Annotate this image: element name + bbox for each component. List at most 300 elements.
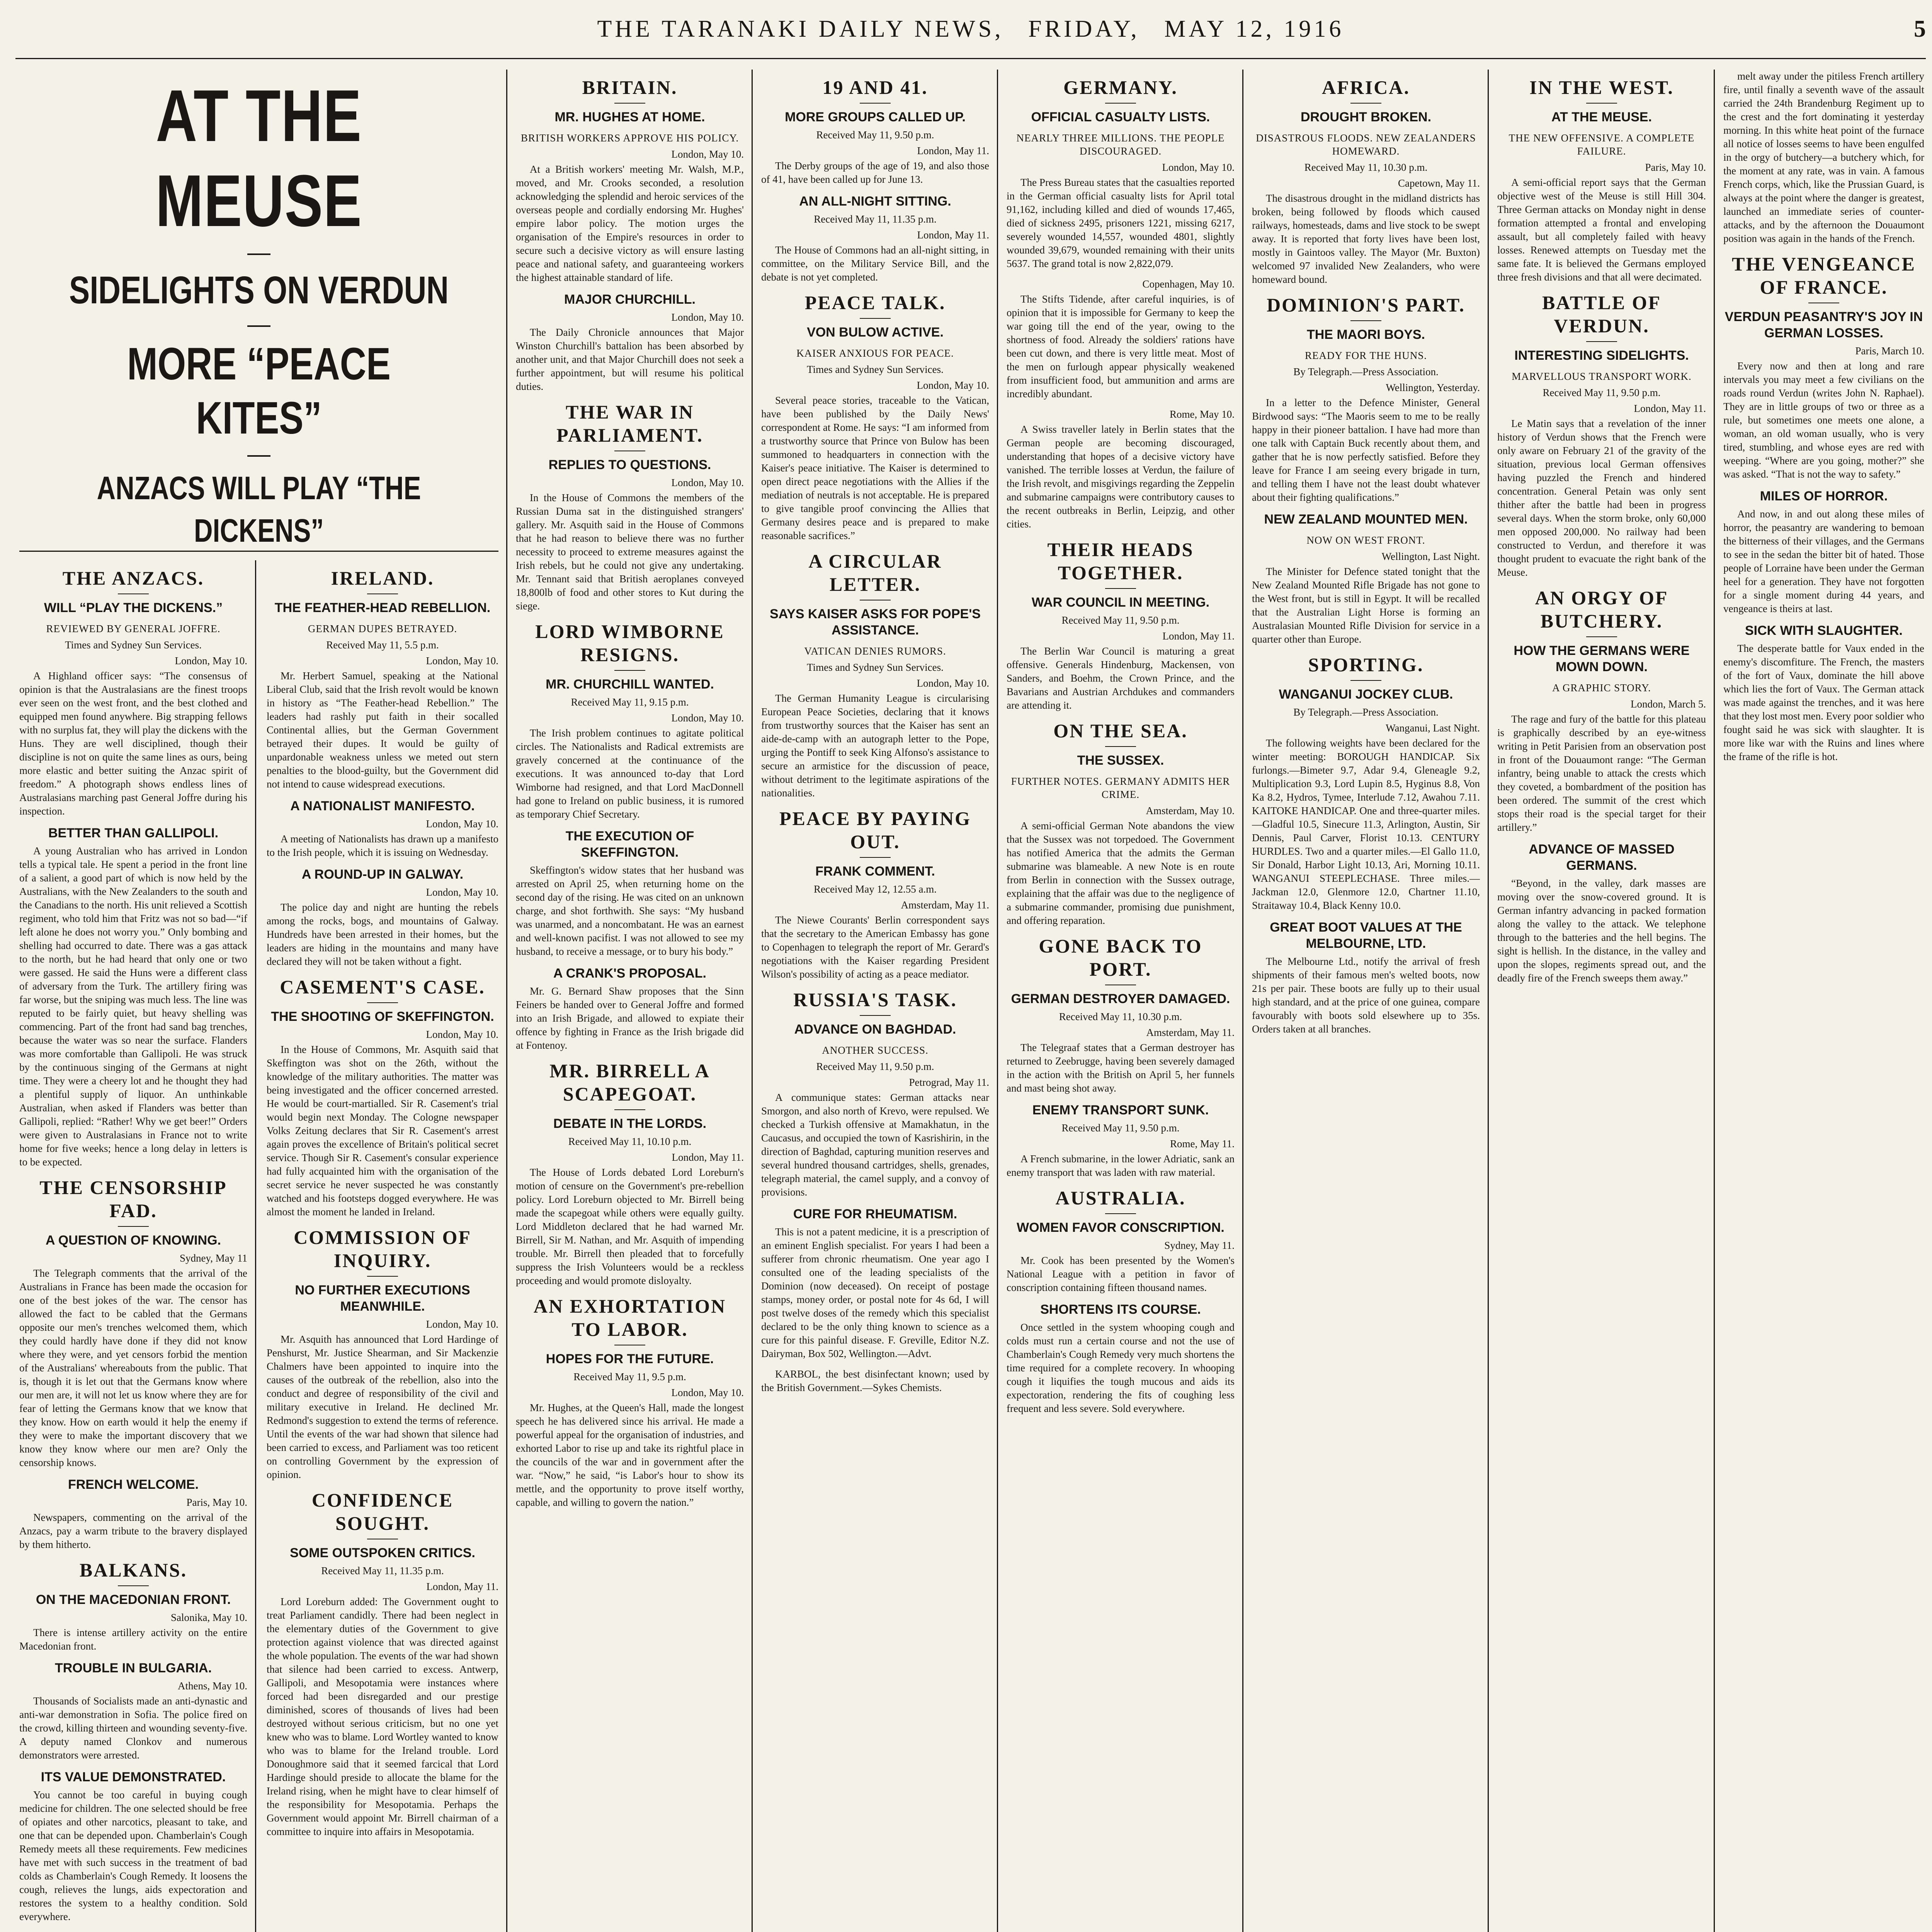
article-body: There is intense artillery activity on the entire Macedonian front. <box>19 1627 247 1652</box>
news-source: By Telegraph.—Press Association. <box>1293 706 1439 718</box>
article-headline: AN EXHORTATION TO LABOR. <box>533 1295 726 1340</box>
article <box>516 400 744 613</box>
divider <box>247 455 270 457</box>
dateline: Sydney, May 11. <box>1164 1240 1235 1251</box>
dateline: London, May 10. <box>671 148 744 160</box>
article-subhead: HOW THE GERMANS WERE MOWN DOWN. <box>1514 643 1690 674</box>
article-body: The rage and fury of the battle for this plateau is graphically described by an eye-witness writing in Petit Parisien from an observation post in front of the Douaumont range: “The German infantry, being unable to attack the crests which they coveted, a bombardment of the position has been ordered. The summit of the crest which stops their road is the special target for their artillery.” <box>1497 713 1706 833</box>
article <box>19 1176 247 1469</box>
article-subhead-2: ANOTHER SUCCESS. <box>822 1044 929 1056</box>
article <box>761 807 989 981</box>
article-subhead: THE FEATHER-HEAD REBELLION. <box>274 600 491 615</box>
column-rule <box>1242 70 1243 1932</box>
article-subhead: WANGANUI JOCKEY CLUB. <box>1279 687 1453 702</box>
article <box>761 291 989 543</box>
divider <box>1105 103 1136 104</box>
article-headline: DOMINION'S PART. <box>1267 294 1465 316</box>
article <box>267 866 498 968</box>
article-subhead: SAYS KAISER ASKS FOR POPE'S ASSISTANCE. <box>770 607 981 638</box>
column-7 <box>1497 70 1706 1932</box>
divider <box>1586 103 1617 104</box>
divider <box>1586 636 1617 637</box>
article-headline: IRELAND. <box>331 567 434 589</box>
article <box>1723 622 1924 764</box>
column-rule <box>506 70 507 1932</box>
divider <box>1586 341 1617 342</box>
article-subhead: HOPES FOR THE FUTURE. <box>546 1352 714 1366</box>
divider <box>1350 320 1381 321</box>
article-subhead: MAJOR CHURCHILL. <box>564 292 696 307</box>
article-subhead: AT THE MEUSE. <box>1551 110 1652 124</box>
article-body: The German Humanity League is circularising European Peace Societies, declaring that it knows from trustworthy sources that the Kaiser has sent an aide-de-camp with an autograph letter to the Pope, urging the Pontiff to seek King Alfonso's assistance to secure an armistice for the discussion of peace, without detriment to the legitimate aspirations of the nationalities. <box>761 692 989 799</box>
news-source: Received May 11, 10.30 p.m. <box>1059 1011 1182 1022</box>
dateline: Amsterdam, May 11. <box>1146 1027 1235 1038</box>
dateline: London, May 10. <box>426 886 498 898</box>
dateline: Rome, May 10. <box>1170 408 1235 420</box>
article-body: Le Matin says that a revelation of the inner history of Verdun shows that the French were only aware on February 21 of the gravity of the situation, previous local German offensives having puzzled the French and hindered concentration. General Petain was only sent thither after the battle had been in progress several days. When the storm broke, only 60,000 men opposed 200,000. No railway had been constructed to Verdun, and therefore it was thought prudent to evacuate the right bank of the Meuse. <box>1497 418 1706 578</box>
article-body: A young Australian who has arrived in London tells a typical tale. He spent a period in the front line of a salient, a good part of which is now held by the Australians, with the New Zealanders to the south and the Canadians to the north. His unit relieved a Scottish regiment, who told him that Fritz was not so bad—“if left alone he does not worry you.” Only bombing and shelling had occurred to date. There was a gas attack to the north, but he had heard that only one or two were gassed. He said the Huns were a different class of adversary from the Turk. The artillery firing was far worse, but the sniping was much less. The line was reputed to be fairly quiet, but heavy shelling was commencing. Part of the front had sand bag trenches, because the water was so near the surface. Flanders was more comfortable than Gallipoli. He was struck by the continuous singing of the Germans at night time. They were a cheery lot and he thought they had a plentiful supply of liquor. An unthinkable Australian, when asked if Flanders was better than Gallipoli, replied: “Rather! Why we get beer!” Orders were given to Australasians in France not to write home for five weeks; hence a long delay in letters is to be expected. <box>19 845 247 1168</box>
dateline: Athens, May 10. <box>178 1680 247 1692</box>
column-rule <box>997 70 998 1932</box>
article-body: The Telegraph comments that the arrival of the Australians in France has been made the occasion for one of the best jokes of the war. The censor has allowed the fact to be cabled that the Germans opposite our men's trenches welcomed them, which they could hardly have done if they did not know where they were, and yet censors forbid the mention of the Australians' whereabouts from the public. That is, though it is let out that the Germans know where our men are, it will not let us know where they are for fear of letting the Germans know that we know that they know. How on earth would it help the enemy if they were to make the important discovery that we know they know where our men are? Only the censorship knows. <box>19 1267 247 1468</box>
article-body: A Swiss traveller lately in Berlin states that the German people are becoming discouraged, understanding that hopes of a decisive victory have vanished. The terrible losses at Verdun, the failure of the Irish revolt, and misgivings regarding the Zeppelin and submarine campaigns were contributory causes to the recent outbreaks in Berlin, Leipzig, and other cities. <box>1007 423 1235 530</box>
article <box>761 988 989 1199</box>
article-headline: BRITAIN. <box>582 77 678 98</box>
article <box>19 1660 247 1762</box>
article-headline: SPORTING. <box>1308 654 1424 675</box>
article-subhead: A QUESTION OF KNOWING. <box>46 1233 221 1248</box>
article <box>1007 934 1235 1095</box>
dateline: London, May 10. <box>917 677 989 689</box>
article-subhead: GERMAN DESTROYER DAMAGED. <box>1011 992 1230 1006</box>
article <box>1723 70 1924 245</box>
article <box>1007 538 1235 712</box>
article <box>267 1226 498 1481</box>
article-subhead: NEW ZEALAND MOUNTED MEN. <box>1264 512 1468 527</box>
column-rule <box>1714 70 1715 1932</box>
divider <box>118 1226 149 1227</box>
article-body: This is not a patent medicine, it is a prescription of an eminent English specialist. For years I had been a sufferer from chronic rheumatism. One year ago I consulted one of the leading specialists of the Dominion (now deceased). On receipt of postage stamps, money order, or postal note for 4s 6d, I will post twelve doses of the remedy which this specialist declared to be the only thing known to science as a cure for this painful disease. F. Greville, Editor N.Z. Dairyman, Box 502, Wellington.—Advt. <box>761 1226 989 1359</box>
article <box>19 566 247 818</box>
dateline: Paris, May 10. <box>1645 162 1706 173</box>
article <box>1497 586 1706 834</box>
news-source: Received May 11, 9.15 p.m. <box>571 696 689 708</box>
dateline: Amsterdam, May 10. <box>1146 805 1235 816</box>
article-body: The Derby groups of the age of 19, and also those of 41, have been called up for June 13. <box>761 160 989 185</box>
dateline: London, May 10. <box>426 1029 498 1040</box>
article-subhead-2: MARVELLOUS TRANSPORT WORK. <box>1512 371 1692 382</box>
article-body: At a British workers' meeting Mr. Walsh, M.P., moved, and Mr. Crooks seconded, a resolution acknowledging the splendid and heroic services of the overseas people and cordially endorsing Mr. Hughes' empire labor policy. The motion urges the organisation of the Empire's resources in order to secure such a decisive victory as will ensure lasting peace and national safety, and guaranteeing workers the highest attainable standard of life. <box>516 163 744 283</box>
article-subhead: ITS VALUE DEMONSTRATED. <box>41 1770 226 1784</box>
article-subhead: VON BULOW ACTIVE. <box>807 325 944 340</box>
article <box>267 975 498 1219</box>
news-source: Times and Sydney Sun Services. <box>65 639 202 651</box>
news-source: Received May 12, 12.55 a.m. <box>814 883 937 895</box>
article-subhead: SHORTENS ITS COURSE. <box>1040 1302 1201 1317</box>
article-body: In the House of Commons the members of the Russian Duma sat in the distinguished strangers' gallery. Mr. Asquith said in the House of Commons that he had reason to believe there was no further necessity to proceed to extreme measures against the Irish rebels, but he could not give any undertaking. Mr. Tennant said that British aeroplanes conveyed 18,800lb of food and other stores to Kut during the siege. <box>516 492 744 612</box>
article-body: A semi-official German Note abandons the view that the Sussex was not torpedoed. The Government has notified America that the admits the German submarine was blameable. A new Note is en route from Berlin in connection with the Sussex outrage, explaining that the affair was due to the negligence of a submarine commander, promising due punishment, and offering reparation. <box>1007 820 1235 926</box>
article-body: The Melbourne Ltd., notify the arrival of fresh shipments of their famous men's welted boots, now 21s per pair. These boots are fully up to their usual high standard, and at the price of one guinea, compare favourably with boots sold elsewhere up to 35s. Orders taken at all branches. <box>1252 956 1480 1035</box>
article-body: The disastrous drought in the midland districts has broken, being followed by floods which caused railways, homesteads, dams and live stock to be swept away. It is reported that forty lives have been lost, mostly in Gaintoos valley. The Mayor (Mr. Buxton) welcomed 97 invalided New Zealanders, who were homeward bound. <box>1252 192 1480 285</box>
article-subhead: NO FURTHER EXECUTIONS MEANWHILE. <box>295 1283 470 1314</box>
article-subhead: DEBATE IN THE LORDS. <box>553 1116 707 1131</box>
article <box>761 1206 989 1361</box>
divider <box>860 318 891 319</box>
article-subhead: MILES OF HORROR. <box>1760 489 1888 503</box>
divider <box>247 253 270 255</box>
article-headline: PEACE TALK. <box>804 292 946 313</box>
article <box>1252 653 1480 912</box>
news-source: Received May 11, 9.50 p.m. <box>1061 614 1180 626</box>
article-headline: IN THE WEST. <box>1529 77 1674 98</box>
divider <box>247 325 270 327</box>
column-2 <box>267 560 498 1932</box>
article <box>516 291 744 393</box>
banner-headline-2: SIDELIGHTS ON VERDUN <box>69 269 449 312</box>
article <box>267 798 498 859</box>
article-body: melt away under the pitiless French artillery fire, until finally a seventh wave of the assault carried the 24th Brandenburg Regiment up to the crest and the fort dominating it yesterday morning. In this white heat point of the furnace all notice of losses seems to have been engulfed in the orgy of butchery—a butchery which, for the moment at any rate, was in vain. A famous French corps, which, like the Prussian Guard, is always at the point where the danger is greatest, launched an immediate series of counter-attacks, and by the afternoon the Douaumont position was again in the hands of the French. <box>1723 70 1924 244</box>
article-subhead-2: READY FOR THE HUNS. <box>1304 350 1427 361</box>
article <box>1252 293 1480 504</box>
dateline: London, May 10. <box>426 1318 498 1330</box>
article-subhead-2: A GRAPHIC STORY. <box>1552 682 1651 694</box>
dateline: London, May 11. <box>426 1581 498 1592</box>
article <box>19 1769 247 1923</box>
dateline: London, May 10. <box>671 477 744 488</box>
article-subhead: MR. HUGHES AT HOME. <box>554 110 705 124</box>
dateline: Paris, May 10. <box>186 1497 247 1508</box>
dateline: Capetown, May 11. <box>1398 177 1480 189</box>
column-rule <box>255 560 256 1932</box>
article-subhead-2: GERMAN DUPES BETRAYED. <box>308 623 457 634</box>
article-headline: 19 AND 41. <box>822 77 928 98</box>
article <box>516 1059 744 1287</box>
dateline: Petrograd, May 11. <box>909 1077 989 1088</box>
article-body: You cannot be too careful in buying cough medicine for children. The one selected should be free of opiates and other narcotics, pleasant to take, and one that can be depended upon. Chamberlain's Cough Remedy meets all these requirements. Few medicines have met with such success in the treatment of bad colds as Chamberlain's Cough Remedy. It loosens the cough, relieves the lungs, aids expectoration and restores the system to a healthy condition. Sold everywhere. <box>19 1789 247 1922</box>
article-headline: THEIR HEADS TOGETHER. <box>1047 539 1194 583</box>
article-subhead-2: VATICAN DENIES RUMORS. <box>804 645 946 657</box>
article-body: A meeting of Nationalists has drawn up a manifesto to the Irish people, which it is issuing on Wednesday. <box>267 833 498 858</box>
issue-day: FRIDAY, <box>1028 16 1140 42</box>
article-subhead: ON THE MACEDONIAN FRONT. <box>36 1592 231 1607</box>
dateline: London, May 10. <box>426 818 498 830</box>
article <box>1497 76 1706 284</box>
divider <box>614 103 645 104</box>
dateline: London, May 10. <box>175 655 247 667</box>
article <box>1007 1186 1235 1294</box>
article <box>1007 408 1235 531</box>
article-subhead-2: DISASTROUS FLOODS. NEW ZEALANDERS HOMEWARD. <box>1256 132 1476 157</box>
article-subhead: ADVANCE OF MASSED GERMANS. <box>1529 842 1675 873</box>
divider <box>118 1585 149 1586</box>
article-subhead: FRENCH WELCOME. <box>68 1477 199 1492</box>
article-subhead: WOMEN FAVOR CONSCRIPTION. <box>1017 1220 1225 1235</box>
article <box>1497 841 1706 985</box>
article-body: Once settled in the system whooping cough and colds must run a certain course and not the use of Chamberlain's Cough Remedy very much shortens the time required for a complete recovery. In whooping cough it liquifies the tough mucous and aids its expectoration, rendering the fits of coughing less frequent and less severe. Sold everywhere. <box>1007 1321 1235 1414</box>
article-subhead: A CRANK'S PROPOSAL. <box>553 966 706 981</box>
article <box>761 1367 989 1395</box>
article-subhead: GREAT BOOT VALUES AT THE MELBOURNE, LTD. <box>1270 920 1462 951</box>
news-source: Times and Sydney Sun Services. <box>807 364 944 375</box>
dateline: London, May 10. <box>671 712 744 724</box>
news-source: Received May 11, 9.5 p.m. <box>573 1371 686 1383</box>
article <box>1007 1301 1235 1415</box>
article-body: The Berlin War Council is maturing a great offensive. Generals Hindenburg, Mackensen, von Sanders, and Boehm, the Crown Prince, and the Bavarians and Austrian Archdukes and commanders are attending it. <box>1007 645 1235 711</box>
page-number: 5 <box>1914 16 1926 42</box>
article-body: The House of Lords debated Lord Loreburn's motion of censure on the Government's pre-rebellion policy. Lord Loreburn objected to Mr. Birrell being made the scapegoat while others were equally guilty. Lord Middleton declared that he had warned Mr. Birrell, Sir M. Nathan, and Mr. Asquith of impending trouble. Mr. Birrell then pleaded that to forcefully suppress the Irish Volunteers would be a reckless proceeding and would promote disloyalty. <box>516 1167 744 1286</box>
article-body: Skeffington's widow states that her husband was arrested on April 25, when returning home on the second day of the rising. He was cited on an unknown charge, and shot forthwith. She says: “My husband was unarmed, and a noncombatant. He was an earnest and well-known pacifist. I was not allowed to see my husband, to receive a message, or to bury his body.” <box>516 864 744 957</box>
article <box>19 1558 247 1653</box>
article-headline: MR. BIRRELL A SCAPEGOAT. <box>549 1060 710 1105</box>
article-subhead: VERDUN PEASANTRY'S JOY IN GERMAN LOSSES. <box>1725 310 1923 340</box>
article-subhead: THE SUSSEX. <box>1077 753 1164 768</box>
article-body: Mr. Asquith has announced that Lord Hardinge of Penshurst, Mr. Justice Shearman, and Sir Mackenzie Chalmers have been appointed to inquire into the causes of the outbreak of the rebellion, also into the conduct and degree of responsibility of the civil and military executive in Ireland. He declined Mr. Redmond's suggestion to extend the terms of reference. Until the events of the war had shown that silence had been carried to excess, and Parliament was too reticent on controlling Government by the expression of opinion. <box>267 1333 498 1480</box>
dateline: Sydney, May 11 <box>180 1252 247 1264</box>
article <box>516 828 744 958</box>
news-source: Received May 11, 9.50 p.m. <box>1061 1122 1180 1134</box>
article-body: The Irish problem continues to agitate political circles. The Nationalists and Radical extremists are gravely concerned at the continuance of the executions. It was announced to-day that Lord Wimborne had resigned, and that Lord MacDonnell had gone to Ireland on public business, it is rumored as temporary Chief Secretary. <box>516 727 744 820</box>
dateline: London, May 10. <box>426 655 498 667</box>
dateline: London, May 10. <box>1162 162 1235 173</box>
article-subhead: SOME OUTSPOKEN CRITICS. <box>290 1546 475 1560</box>
dateline: Rome, May 11. <box>1170 1138 1235 1150</box>
masthead <box>0 15 1932 50</box>
article-subhead: BETTER THAN GALLIPOLI. <box>48 826 219 840</box>
divider <box>614 1109 645 1110</box>
banner <box>19 73 498 545</box>
article-headline: A CIRCULAR LETTER. <box>808 550 942 595</box>
dateline: London, May 10. <box>671 311 744 323</box>
dateline: London, May 11. <box>917 145 989 156</box>
article-body: A French submarine, in the lower Adriatic, sank an enemy transport that was laden with raw material. <box>1007 1153 1235 1178</box>
divider <box>1105 588 1136 589</box>
banner-headline-1: AT THE MEUSE <box>155 75 362 242</box>
dateline: Wellington, Yesterday. <box>1386 382 1480 393</box>
news-source: Received May 11, 11.35 p.m. <box>321 1565 444 1577</box>
news-source: Received May 11, 9.50 p.m. <box>816 1061 934 1072</box>
article-body: In the House of Commons, Mr. Asquith said that Skeffington was shot on the 26th, without the knowledge of the military authorities. The matter was being investigated and the officer concerned arrested. He would be court-martialled. Sir R. Casement's trial would begin next Monday. The Cologne newspaper Volks Zeitung declares that Sir R. Casement's arrest again proves the excellence of Britain's political secret service. Though Sir R. Casement's consular experience had fully acquainted him with the organisation of the secret service he never suspected he was constantly watched and his footsteps dogged everywhere. He was almost the moment he landed in Ireland. <box>267 1044 498 1218</box>
article-headline: CASEMENT'S CASE. <box>280 976 485 998</box>
article-subhead: THE SHOOTING OF SKEFFINGTON. <box>271 1009 494 1024</box>
article <box>19 825 247 1169</box>
article <box>516 965 744 1052</box>
divider <box>860 103 891 104</box>
article <box>267 1488 498 1838</box>
article-body: The Press Bureau states that the casualties reported in the German official casualty lists for April total 91,162, including killed and died of wounds 17,465, died of sickness 2495, prisoners 1221, missing 6217, severely wounded 14,557, wounded 4801, slightly wounded 39,679, wounded remaining with their units 5637. The grand total is now 2,822,079. <box>1007 177 1235 269</box>
dateline: Paris, March 10. <box>1855 345 1924 357</box>
article <box>1252 76 1480 286</box>
article-subhead-2: NEARLY THREE MILLIONS. THE PEOPLE DISCOURAGED. <box>1016 132 1225 157</box>
article-subhead: THE EXECUTION OF SKEFFINGTON. <box>565 829 694 860</box>
article-headline: LORD WIMBORNE RESIGNS. <box>535 621 724 665</box>
article-headline: BALKANS. <box>79 1559 187 1581</box>
news-source: Received May 11, 9.50 p.m. <box>816 129 934 141</box>
news-source: Received May 11, 9.50 p.m. <box>1543 387 1661 398</box>
article-subhead: REPLIES TO QUESTIONS. <box>548 457 711 472</box>
article-headline: THE WAR IN PARLIAMENT. <box>556 401 703 446</box>
article-body: Newspapers, commenting on the arrival of the Anzacs, pay a warm tribute to the bravery displayed by them hitherto. <box>19 1512 247 1550</box>
article-subhead: DROUGHT BROKEN. <box>1300 110 1432 124</box>
divider <box>860 857 891 858</box>
issue-date: MAY 12, 1916 <box>1164 16 1344 42</box>
article-subhead: CURE FOR RHEUMATISM. <box>793 1207 957 1221</box>
article-body: The Minister for Defence stated tonight that the New Zealand Mounted Rifle Brigade has not gone to the West front, but is still in Egypt. It will be recalled that the Australian Light Horse is forming an Australasian Mounted Rifle Division for service in a quarter other than Europe. <box>1252 566 1480 645</box>
divider <box>1105 746 1136 747</box>
dateline: Amsterdam, May 11. <box>901 899 989 911</box>
article-headline: GONE BACK TO PORT. <box>1039 935 1202 980</box>
article-subhead-2: BRITISH WORKERS APPROVE HIS POLICY. <box>520 132 739 144</box>
article <box>1497 291 1706 579</box>
article-headline: THE CENSORSHIP FAD. <box>39 1177 227 1221</box>
news-source: Times and Sydney Sun Services. <box>807 662 944 673</box>
article-headline: AUSTRALIA. <box>1055 1187 1186 1209</box>
article-headline: AFRICA. <box>1322 77 1410 98</box>
article-body: The Niewe Courants' Berlin correspondent says that the secretary to the American Embassy has gone to Copenhagen to telegraph the report of Mr. Gerard's negotiations with the Kaiser regarding President Wilson's possibility of acting as a peace mediator. <box>761 914 989 980</box>
dateline: London, May 11. <box>917 229 989 241</box>
dateline: Salonika, May 10. <box>171 1612 247 1623</box>
news-source: Received May 11, 10.10 p.m. <box>568 1136 692 1147</box>
column-rule <box>752 70 753 1932</box>
banner-headline-3: MORE “PEACE KITES” <box>127 338 391 444</box>
article-subhead: A NATIONALIST MANIFESTO. <box>290 799 475 813</box>
article <box>1252 511 1480 646</box>
article <box>19 1476 247 1551</box>
article <box>761 193 989 284</box>
article <box>1007 76 1235 270</box>
article <box>761 76 989 186</box>
dateline: London, May 11. <box>672 1151 744 1163</box>
article <box>516 620 744 821</box>
article-body: Mr. Cook has been presented by the Women's National League with a petition in favor of conscription containing fifteen thousand names. <box>1007 1255 1235 1293</box>
article-subhead-2: NOW ON WEST FRONT. <box>1306 534 1425 546</box>
column-3 <box>516 70 744 1932</box>
dateline: London, May 11. <box>1634 403 1706 414</box>
article <box>1007 1102 1235 1179</box>
column-6 <box>1252 70 1480 1932</box>
article-subhead-2: REVIEWED BY GENERAL JOFFRE. <box>46 623 221 634</box>
dateline: London, May 10. <box>671 1387 744 1398</box>
column-8 <box>1723 70 1924 1932</box>
article-headline: ON THE SEA. <box>1053 720 1188 742</box>
article <box>516 76 744 284</box>
column-1 <box>19 560 247 1932</box>
article-body: Mr. Herbert Samuel, speaking at the National Liberal Club, said that the Irish revolt would be known in history as “The Feather-head Rebellion.” The leaders had rashly put faith in their socalled Continental allies, but the German Government betrayed their dupes. It would be guilty of unpardonable weakness unless we meted out stern penalties to the blood-guilty, but the Government did not intend to cause widespread executions. <box>267 670 498 790</box>
article <box>1252 919 1480 1036</box>
article-body: Lord Loreburn added: The Government ought to treat Parliament candidly. There had been neglect in the elementary duties of the Government to give protection against violence that was directed against the whole population. The events of the war had shown that silence had been carried to excess. Antwerp, Gallipoli, and Mesopotamia were instances where forced had been disregarded and our prestige diminished, scores of thousands of lives had been destroyed without serious criticism, but no one yet knew who was to blame. Lord Wortley wanted to know who was to blame for the Ireland trouble. Lord Donoughmore said that it seemed farcical that Lord Hardinge should preside to allocate the blame for the Ireland rising, when he might have to clear himself of the responsibility for Mesopotamia. Perhaps the Government would appoint Mr. Birrell chairman of a committee to inquire into affairs in Mesopotamia. <box>267 1596 498 1837</box>
article-headline: BATTLE OF VERDUN. <box>1542 292 1662 337</box>
article-body: A communique states: German attacks near Smorgon, and also north of Krevo, were repulsed. We checked a Turkish offensive at Mamakhatun, in the Caucasus, and occupied the town of Kasrishirin, in the direction of Baghdad, capturing munition reserves and several hundred thousand cartridges, shells, grenades, telegraph material, the camel supply, and a convoy of provisions. <box>761 1092 989 1198</box>
column-rule <box>1488 70 1489 1932</box>
article-body: The Telegraaf states that a German destroyer has returned to Zeebrugge, having been severely damaged in the action with the British on April 5, her funnels and mast being shot away. <box>1007 1042 1235 1094</box>
divider <box>614 670 645 671</box>
article-subhead: FRANK COMMENT. <box>815 864 935 879</box>
article-subhead: SICK WITH SLAUGHTER. <box>1745 623 1903 638</box>
divider <box>1105 1213 1136 1214</box>
article-subhead: ADVANCE ON BAGHDAD. <box>794 1022 956 1037</box>
divider <box>367 1276 398 1277</box>
article-body: The Stifts Tidende, after careful inquiries, is of opinion that it is impossible for Germany to keep the war going till the end of the year, owing to the shortness of food. Already the soldiers' rations have been cut down, and there is very little meat. Most of the men on furlough appear physically weakened from insufficient food, but ammunition and arms are incredibly abundant. <box>1007 293 1235 400</box>
article-body: Every now and then at long and rare intervals you may meet a few civilians on the roads round Verdun (writes John N. Raphael). They are in little groups of two or three as a rule, but sometimes one meets one alone, a woman, an old woman usually, who is very tired, stumbling, and whose eyes are red with weeping. “Where are you going, mother?” she was asked. “That is not the way to safety.” <box>1723 360 1924 480</box>
article-headline: CONFIDENCE SOUGHT. <box>311 1489 454 1534</box>
article <box>761 549 989 800</box>
article-subhead: OFFICIAL CASUALTY LISTS. <box>1031 110 1210 124</box>
article-headline: RUSSIA'S TASK. <box>793 989 957 1010</box>
article-body: A semi-official report says that the German objective west of the Meuse is still Hill 304. Three German attacks on Monday night in dense formation attempted a frontal and enveloping assault, but all completely failed with heavy losses. Renewed attempts on Tuesday met the same fate. It is believed the Germans employed three fresh divisions and that all were decimated. <box>1497 177 1706 283</box>
article-subhead: TROUBLE IN BULGARIA. <box>54 1661 212 1675</box>
article-subhead-2: THE NEW OFFENSIVE. A COMPLETE FAILURE. <box>1509 132 1695 157</box>
article-body: The police day and night are hunting the rebels among the rocks, bogs, and mountains of Galway. Hundreds have been arrested in their homes, but the leaders are hiding in the mountains and many have declared they will not be taken without a fight. <box>267 901 498 967</box>
article-body: And now, in and out along these miles of horror, the peasantry are wandering to bemoan the bitterness of their villages, and the Germans to see in the sedan the bitter bit of hated. Those people of Lorraine have been under the German heel for a generation. They have not forgotten for a single moment during 44 years, and vengeance is theirs at last. <box>1723 508 1924 614</box>
article <box>267 566 498 791</box>
news-source: Received May 11, 5.5 p.m. <box>326 639 439 651</box>
article-subhead: ENEMY TRANSPORT SUNK. <box>1032 1103 1209 1117</box>
news-source: Received May 11, 10.30 p.m. <box>1304 162 1428 173</box>
article-subhead-2: FURTHER NOTES. GERMANY ADMITS HER CRIME. <box>1011 776 1230 800</box>
dateline: Wanganui, Last Night. <box>1386 722 1480 734</box>
article-body: “Beyond, in the valley, dark masses are moving over the snow-covered ground. It is German infantry advancing in packed formation along the valley to the attack. We telephone through to the batteries and the hell begins. The sight is hellish. In the distance, in the valley and upon the slopes, regiments spread out, and the deadly fire of the French sweeps them away.” <box>1497 878 1706 984</box>
divider <box>860 1015 891 1016</box>
article <box>1723 252 1924 481</box>
article <box>1007 719 1235 927</box>
article-headline: AN ORGY OF BUTCHERY. <box>1535 587 1668 632</box>
article-body: Mr. Hughes, at the Queen's Hall, made the longest speech he has delivered since his arrival. He made a powerful appeal for the organisation of industries, and exhorted Labor to rise up and take its rightful place in the councils of the war and in government after the war. “Now,” he said, “is Labor's hour to show its mettle, and the opportunity to prove itself worthy, capable, and willing to govern the nation.” <box>516 1402 744 1508</box>
article-subhead: MR. CHURCHILL WANTED. <box>546 677 714 692</box>
divider <box>1350 103 1381 104</box>
article-subhead-2: KAISER ANXIOUS FOR PEACE. <box>796 347 954 359</box>
article-subhead: AN ALL-NIGHT SITTING. <box>799 194 951 209</box>
article-body: The Daily Chronicle announces that Major Winston Churchill's battalion has been absorbed by another unit, and that Major Churchill does not seek a further appointment, but will resume his political duties. <box>516 327 744 392</box>
news-source: By Telegraph.—Press Association. <box>1293 366 1439 378</box>
article-body: Mr. G. Bernard Shaw proposes that the Sinn Feiners be handed over to General Joffre and formed into an Irish Brigade, and allowed to expiate their offence by fighting in France as the Irish brigade did at Fontenoy. <box>516 985 744 1051</box>
article-body: The following weights have been declared for the winter meeting: BOROUGH HANDICAP. Six furlongs.—Bimeter 9.7, Adar 9.4, Gleneagle 9.2, Multiplication 9.3, Lord Lupin 8.5, Hyginus 8.8, Von Ka 8.2, Hydros, Tymee, Interlude 7.12, Awahou 7.11. KAITOKE HANDICAP. One and three-quarter miles.—Gladful 10.5, Sinecure 11.3, Arlington, Austin, Sir Dennis, Paul Carver, Florist 10.13. CENTURY HURDLES. Two and a quarter miles.—El Gallo 11.0, Sir Donald, Harbor Light 10.13, Ari, Morning 10.11. WANGANUI STEEPLECHASE. Three miles.—Jackman 12.0, Glenmore 12.0, Chartner 11.10, Straitaway 10.4, Black Kenny 10.0. <box>1252 737 1480 911</box>
article-headline: COMMISSION OF INQUIRY. <box>294 1226 471 1271</box>
article-subhead: MORE GROUPS CALLED UP. <box>785 110 966 124</box>
masthead-rule <box>15 58 1926 59</box>
dateline: London, May 11. <box>1162 630 1235 642</box>
dateline: London, May 10. <box>917 379 989 391</box>
article-body: KARBOL, the best disinfectant known; used by the British Government.—Sykes Chemists. <box>761 1368 989 1393</box>
article-body: Thousands of Socialists made an anti-dynastic and anti-war demonstration in Sofia. The police fired on the crowd, killing thirteen and wounding seventy-five. A deputy named Clonkov and numerous demonstrators were arrested. <box>19 1695 247 1761</box>
banner-headline-4: ANZACS WILL PLAY “THE DICKENS” <box>97 470 421 545</box>
dateline: Wellington, Last Night. <box>1381 551 1480 562</box>
article-subhead: INTERESTING SIDELIGHTS. <box>1514 348 1689 363</box>
divider <box>367 1002 398 1003</box>
dateline: Copenhagen, May 10. <box>1142 278 1235 290</box>
article-body: Several peace stories, traceable to the Vatican, have been published by the Daily News' correspondent at Rome. He says: “I am informed from a trustworthy source that Prince von Bulow has been summoned to headquarters in connection with the Kaiser's peace initiative. The Kaiser is determined to open direct peace negotiations with the Allies if the mediation of neutrals is not acceptable. He is prepared to give tangible proof convincing the Allies that Germany desires peace and is prepared to make reasonable sacrifices.” <box>761 395 989 541</box>
article-subhead: WILL “PLAY THE DICKENS.” <box>44 600 223 615</box>
article-body: In a letter to the Defence Minister, General Birdwood says: “The Maoris seem to me to be really happy in their pioneer battalion. I have had more than one talk with Captain Buck recently about them, and gather that he is now perfectly satisfied. Before they leave for France I am seeing every brigade in turn, and telling them I have not the least doubt whatever about their fighting qualifications.” <box>1252 397 1480 503</box>
article-headline: PEACE BY PAYING OUT. <box>779 808 971 852</box>
article-headline: GERMANY. <box>1063 77 1178 98</box>
article-subhead: WAR COUNCIL IN MEETING. <box>1031 595 1210 610</box>
column-4 <box>761 70 989 1932</box>
article-headline: THE ANZACS. <box>62 567 204 589</box>
article-subhead: A ROUND-UP IN GALWAY. <box>301 867 464 882</box>
article-body: A Highland officer says: “The consensus of opinion is that the Australasians are the finest troops ever seen on the west front, and the best clothed and equipped men found anywhere. Big strapping fellows with no surplus fat, they will play the dickens with the Huns. They are well disciplined, though their discipline is not on quite the same lines as ours, being more elastic and better suiting the Anzac spirit of freedom.” A photograph shows endless lines of Australasians marching past General Joffre during his inspection. <box>19 670 247 817</box>
article-body: The House of Commons had an all-night sitting, in committee, on the Military Service Bill, and the debate is not yet completed. <box>761 244 989 283</box>
article <box>1007 277 1235 401</box>
article <box>516 1294 744 1509</box>
dateline: London, March 5. <box>1631 698 1706 710</box>
article-subhead: THE MAORI BOYS. <box>1306 327 1425 342</box>
article <box>1723 488 1924 616</box>
banner-rule <box>19 551 498 552</box>
news-source: Received May 11, 11.35 p.m. <box>814 213 937 225</box>
paper-name: THE TARANAKI DAILY NEWS, <box>597 16 1004 42</box>
column-5 <box>1007 70 1235 1932</box>
divider <box>1350 680 1381 681</box>
article-body: The desperate battle for Vaux ended in the enemy's discomfiture. The French, the masters of the fort of Vaux, dominate the hill above which lies the fort of Vaux. The German attack was made against the trenches, and it was here that they lost most men. Every poor soldier who fought said he was sick with slaughter. It is more like war with the Ruins and lines where the frame of the rifle is hot. <box>1723 643 1924 762</box>
